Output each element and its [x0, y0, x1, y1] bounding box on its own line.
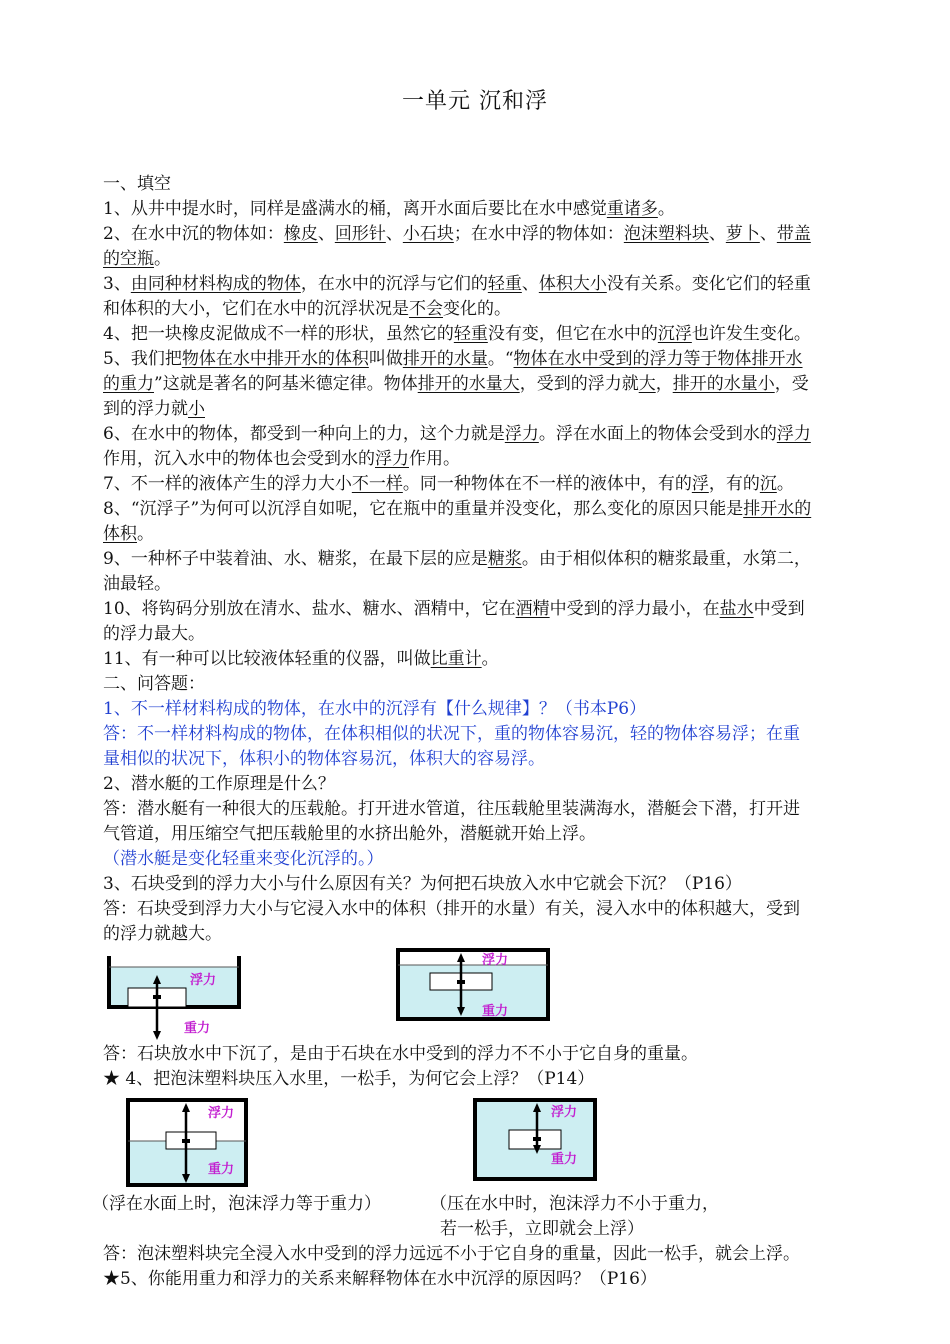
a4-question: ★ 4、把泡沫塑料块压入水里，一松手，为何它会上浮？（P14） — [103, 1069, 595, 1089]
q9-line2: 油最轻。 — [103, 574, 171, 594]
q1: 1、从井中提水时，同样是盛满水的桶，离开水面后要比在水中感觉重诸多。 — [103, 199, 675, 219]
buoyancy-label: 浮力 — [551, 1105, 578, 1120]
center-mark — [533, 1137, 541, 1141]
a3-question: 3、石块受到的浮力大小与什么原因有关？为何把石块放入水中它就会下沉？（P16） — [103, 874, 742, 894]
q8-line1: 8、“沉浮子”为何可以沉浮自如呢，它在瓶中的重量并没变化，那么变化的原因只能是排开水的 — [103, 499, 812, 519]
q10-line1: 10、将钩码分别放在清水、盐水、糖水、酒精中，它在酒精中受到的浮力最小，在盐水中受到 — [103, 599, 805, 619]
q8-line2: 体积。 — [103, 524, 154, 544]
q3-line2: 和体积的大小，它们在水中的沉浮状况是不会变化的。 — [103, 299, 511, 319]
a2-answer-line2: 气管道，用压缩空气把压载舱里的水挤出舱外，潜艇就开始上浮。 — [103, 824, 596, 844]
buoyancy-label: 浮力 — [482, 953, 509, 968]
a2-answer-line1: 答：潜水艇有一种很大的压载舱。打开进水管道，往压载舱里装满海水，潜艇会下潜，打开进 — [103, 799, 800, 819]
q9-line1: 9、一种杯子中装着油、水、糖浆，在最下层的应是糖浆。由于相似体积的糖浆最重，水第二， — [103, 549, 811, 569]
a2-question: 2、潜水艇的工作原理是什么？ — [103, 774, 335, 794]
a4-answer: 答：泡沫塑料块完全浸入水中受到的浮力远远不小于它自身的重量，因此一松手，就会上浮。 — [103, 1244, 800, 1264]
q7: 7、不一样的液体产生的浮力大小不一样。同一种物体在不一样的液体中，有的浮，有的沉。 — [103, 474, 794, 494]
gravity-arrow-icon — [153, 1031, 161, 1040]
page-title: 一单元 沉和浮 — [402, 89, 548, 114]
a1-answer-line2: 量相似的状况下，体积小的物体容易沉，体积大的容易浮。 — [103, 749, 545, 769]
gravity-label: 重力 — [551, 1152, 578, 1167]
q2-line2: 的空瓶。 — [103, 249, 171, 269]
caption-right-line1: （压在水中时，泡沫浮力不小于重力， — [430, 1194, 719, 1214]
a3-answer-line2: 的浮力就越大。 — [103, 924, 222, 944]
q6-line1: 6、在水中的物体，都受到一种向上的力，这个力就是浮力。浮在水面上的物体会受到水的浮力 — [103, 424, 811, 444]
q5-line2: 的重力”这就是著名的阿基米德定律。物体排开的水量大，受到的浮力就大，排开的水量小，受 — [103, 374, 809, 394]
a3-answer-line1: 答：石块受到浮力大小与它浸入水中的体积（排开的水量）有关，浸入水中的体积越大，受到 — [103, 899, 800, 919]
buoyancy-label: 浮力 — [190, 973, 217, 988]
caption-right-line2: 若一松手，立即就会上浮） — [440, 1219, 644, 1239]
center-mark — [457, 980, 465, 984]
a2-note: （潜水艇是变化轻重来变化沉浮的。） — [103, 849, 384, 869]
q2-line1: 2、在水中沉的物体如：橡皮、回形针、小石块；在水中浮的物体如：泡沫塑料块、萝卜、带盖 — [103, 224, 811, 244]
center-mark — [182, 1139, 190, 1143]
q5-line1: 5、我们把物体在水中排开水的体积叫做排开的水量。“物体在水中受到的浮力等于物体排开水 — [103, 349, 803, 369]
q3-line1: 3、由同种材料构成的物体，在水中的沉浮与它们的轻重、体积大小没有关系。变化它们的轻重 — [103, 274, 811, 294]
center-mark — [153, 995, 161, 999]
q6-line2: 作用，沉入水中的物体也会受到水的浮力作用。 — [103, 449, 460, 469]
figure-stone-sinking — [104, 953, 248, 1043]
caption-left: （浮在水面上时，泡沫浮力等于重力） — [92, 1194, 381, 1214]
a1-question: 1、不一样材料构成的物体，在水中的沉浮有【什么规律】？（书本P6） — [103, 699, 647, 719]
section2-heading: 二、问答题： — [103, 674, 205, 694]
gravity-label: 重力 — [184, 1021, 211, 1036]
a1-answer-line1: 答：不一样材料构成的物体，在体积相似的状况下，重的物体容易沉，轻的物体容易浮；在重 — [103, 724, 800, 744]
q10-line2: 的浮力最大。 — [103, 624, 205, 644]
figure-floating-block — [394, 947, 554, 1025]
buoyancy-arrow-icon — [182, 1103, 190, 1112]
foam-block — [166, 1132, 216, 1149]
figure-foam-submerged — [471, 1097, 603, 1183]
gravity-label: 重力 — [482, 1004, 509, 1019]
q5-line3: 到的浮力就小 — [103, 399, 205, 419]
buoyancy-arrow-icon — [457, 953, 465, 962]
gravity-label: 重力 — [208, 1162, 235, 1177]
q11: 11、有一种可以比较液体轻重的仪器，叫做比重计。 — [103, 649, 499, 669]
buoyancy-label: 浮力 — [208, 1106, 235, 1121]
figure-foam-at-surface — [124, 1097, 254, 1189]
a5-question: ★5、你能用重力和浮力的关系来解释物体在水中沉浮的原因吗？（P16） — [103, 1269, 657, 1289]
q4: 4、把一块橡皮泥做成不一样的形状，虽然它的轻重没有变，但它在水中的沉浮也许发生变化。 — [103, 324, 811, 344]
section1-heading: 一、填空 — [103, 174, 171, 194]
a3-answer2: 答：石块放水中下沉了，是由于石块在水中受到的浮力不不小于它自身的重量。 — [103, 1044, 698, 1064]
